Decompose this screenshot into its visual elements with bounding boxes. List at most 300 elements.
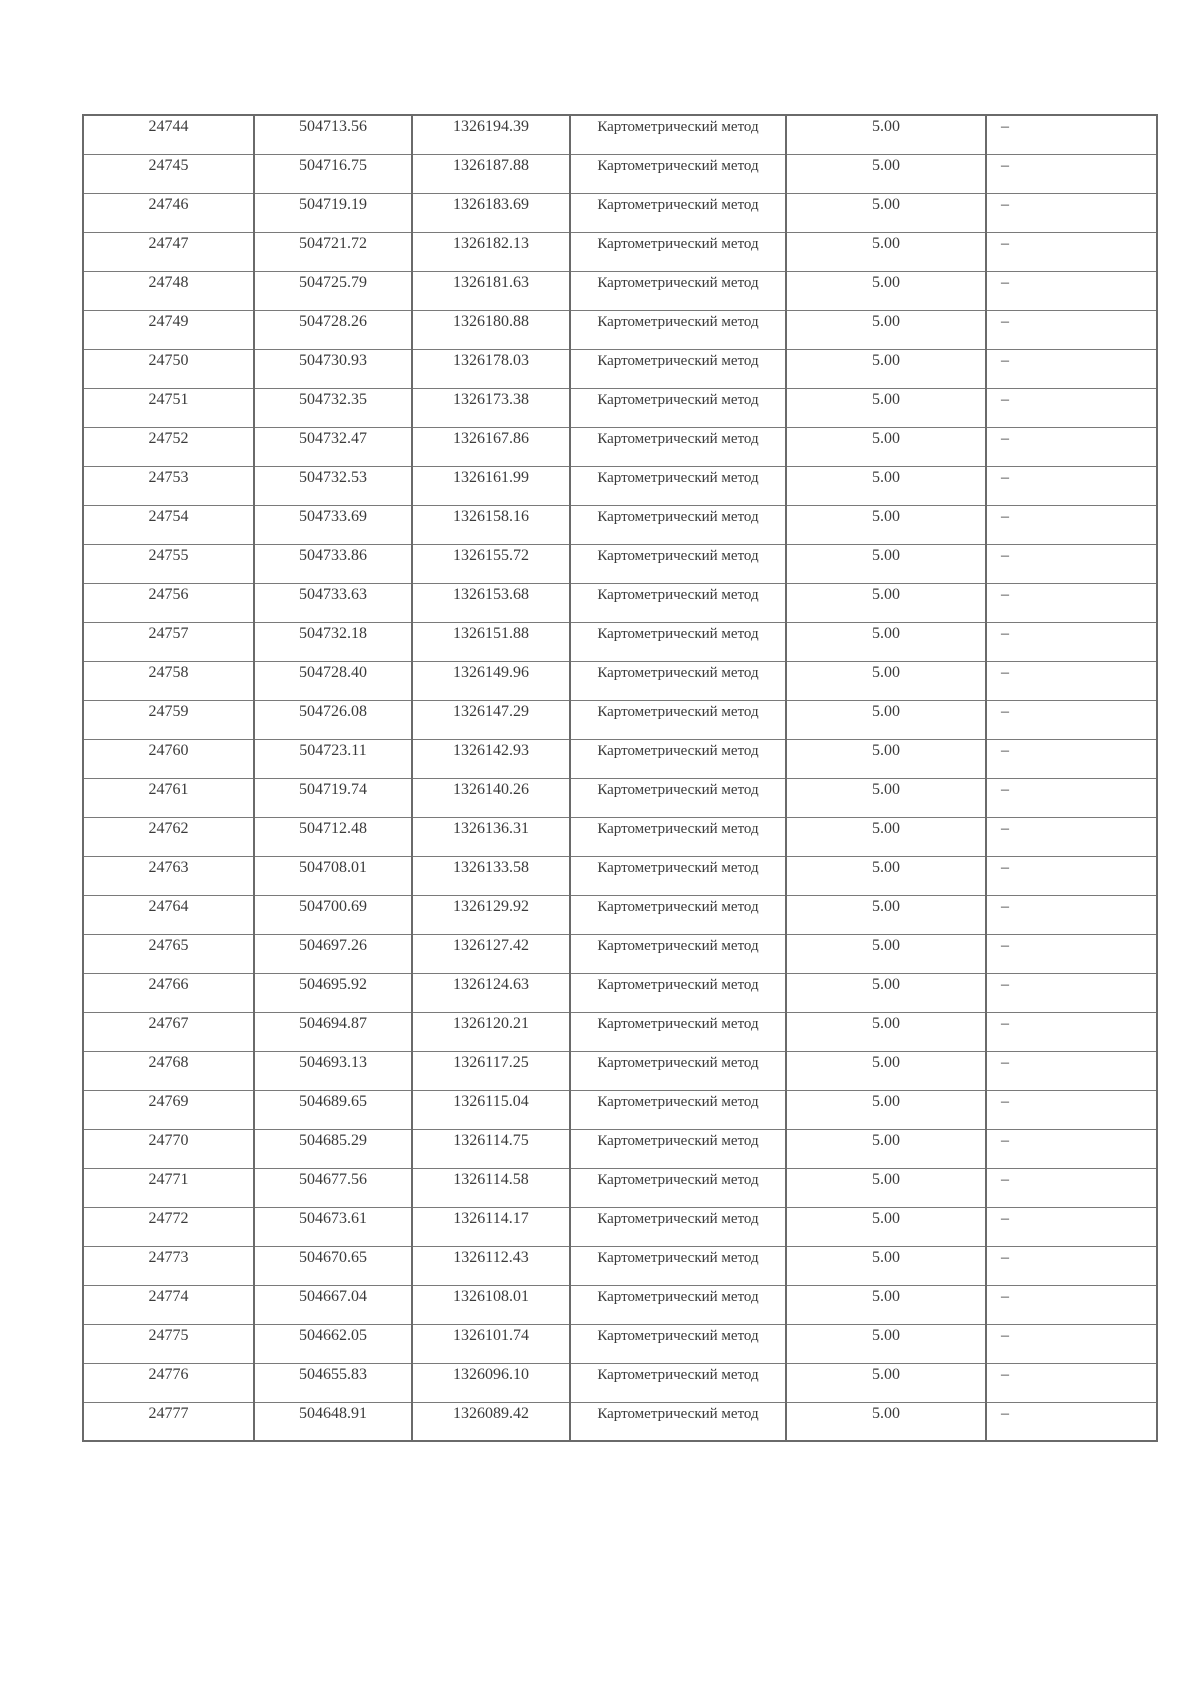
description-cell — [986, 1285, 1157, 1324]
cell-text: 1326182.13 — [453, 234, 529, 252]
cell-text: – — [1001, 1053, 1009, 1071]
method-cell — [570, 739, 786, 778]
accuracy-cell — [786, 583, 986, 622]
cell-text: 504700.69 — [299, 897, 367, 915]
table-row — [83, 1285, 1157, 1324]
cell-text: Картометрический метод — [597, 313, 759, 330]
cell-text: – — [1001, 118, 1009, 135]
method-cell — [570, 973, 786, 1012]
x-coordinate-cell — [254, 1402, 412, 1441]
cell-text: 1326161.99 — [453, 468, 529, 486]
cell-text: – — [1001, 1170, 1009, 1188]
cell-text: 5.00 — [872, 390, 900, 408]
cell-text: – — [1001, 780, 1009, 798]
y-coordinate-cell — [412, 583, 570, 622]
point-number-cell — [83, 505, 254, 544]
cell-text: 5.00 — [872, 585, 900, 603]
cell-text: – — [1001, 1248, 1009, 1266]
method-cell — [570, 1090, 786, 1129]
description-cell — [986, 583, 1157, 622]
description-cell — [986, 856, 1157, 895]
cell-text: – — [1001, 1404, 1009, 1422]
method-cell — [570, 661, 786, 700]
point-number-cell — [83, 778, 254, 817]
cell-text: – — [1001, 936, 1009, 954]
cell-text: 24765 — [148, 936, 189, 954]
description-cell — [986, 1363, 1157, 1402]
y-coordinate-cell — [412, 388, 570, 427]
x-coordinate-cell — [254, 1207, 412, 1246]
cell-text: 1326187.88 — [453, 156, 529, 174]
x-coordinate-cell — [254, 1324, 412, 1363]
cell-text: Картометрический метод — [597, 976, 759, 993]
cell-text: 24757 — [148, 624, 189, 642]
point-number-cell — [83, 193, 254, 232]
x-coordinate-cell — [254, 505, 412, 544]
table-row — [83, 1363, 1157, 1402]
method-cell — [570, 856, 786, 895]
cell-text: Картометрический метод — [597, 1366, 759, 1383]
cell-text: – — [1001, 507, 1009, 525]
description-cell — [986, 505, 1157, 544]
accuracy-cell — [786, 1285, 986, 1324]
description-cell — [986, 466, 1157, 505]
cell-text: 5.00 — [872, 663, 900, 681]
description-cell — [986, 700, 1157, 739]
cell-text: 1326183.69 — [453, 195, 529, 213]
cell-text: 24766 — [148, 975, 189, 993]
y-coordinate-cell — [412, 817, 570, 856]
cell-text: – — [1001, 1287, 1009, 1305]
description-cell — [986, 1090, 1157, 1129]
description-cell — [986, 1129, 1157, 1168]
cell-text: – — [1001, 429, 1009, 447]
cell-text: 5.00 — [872, 468, 900, 486]
method-cell — [570, 622, 786, 661]
accuracy-cell — [786, 895, 986, 934]
cell-text: 1326129.92 — [453, 897, 529, 915]
x-coordinate-cell — [254, 193, 412, 232]
cell-text: 1326117.25 — [453, 1053, 529, 1071]
cell-text: 5.00 — [872, 1053, 900, 1071]
table-row — [83, 310, 1157, 349]
table-row — [83, 115, 1157, 154]
cell-text: Картометрический метод — [597, 1327, 759, 1344]
cell-text: 504733.63 — [299, 585, 367, 603]
cell-text: Картометрический метод — [597, 1249, 759, 1266]
cell-text: Картометрический метод — [597, 196, 759, 213]
description-cell — [986, 154, 1157, 193]
cell-text: – — [1001, 741, 1009, 759]
y-coordinate-cell — [412, 778, 570, 817]
cell-text: 5.00 — [872, 1326, 900, 1344]
accuracy-cell — [786, 1402, 986, 1441]
cell-text: 504728.26 — [299, 312, 367, 330]
cell-text: 504677.56 — [299, 1170, 367, 1188]
cell-text: 1326114.58 — [453, 1170, 529, 1188]
table-row — [83, 505, 1157, 544]
y-coordinate-cell — [412, 349, 570, 388]
x-coordinate-cell — [254, 778, 412, 817]
x-coordinate-cell — [254, 544, 412, 583]
cell-text: 504697.26 — [299, 936, 367, 954]
table-row — [83, 739, 1157, 778]
point-number-cell — [83, 1402, 254, 1441]
cell-text: 24751 — [148, 390, 189, 408]
cell-text: 504719.19 — [299, 195, 367, 213]
cell-text: 24762 — [148, 819, 189, 837]
table-row — [83, 1168, 1157, 1207]
accuracy-cell — [786, 427, 986, 466]
description-cell — [986, 934, 1157, 973]
cell-text: 24745 — [148, 156, 189, 174]
cell-text: – — [1001, 1326, 1009, 1344]
cell-text: 504726.08 — [299, 702, 367, 720]
cell-text: – — [1001, 351, 1009, 369]
cell-text: – — [1001, 585, 1009, 603]
accuracy-cell — [786, 700, 986, 739]
method-cell — [570, 1324, 786, 1363]
cell-text: 24760 — [148, 741, 189, 759]
x-coordinate-cell — [254, 1285, 412, 1324]
cell-text: 1326181.63 — [453, 273, 529, 291]
cell-text: 1326112.43 — [453, 1248, 529, 1266]
cell-text: Картометрический метод — [597, 1093, 759, 1110]
cell-text: Картометрический метод — [597, 820, 759, 837]
cell-text: Картометрический метод — [597, 586, 759, 603]
cell-text: Картометрический метод — [597, 1210, 759, 1227]
description-cell — [986, 622, 1157, 661]
cell-text: – — [1001, 1092, 1009, 1110]
cell-text: 5.00 — [872, 1287, 900, 1305]
cell-text: 1326136.31 — [453, 819, 529, 837]
y-coordinate-cell — [412, 700, 570, 739]
cell-text: – — [1001, 819, 1009, 837]
y-coordinate-cell — [412, 1246, 570, 1285]
accuracy-cell — [786, 271, 986, 310]
cell-text: 5.00 — [872, 702, 900, 720]
description-cell — [986, 349, 1157, 388]
cell-text: 24755 — [148, 546, 189, 564]
point-number-cell — [83, 1285, 254, 1324]
cell-text: – — [1001, 624, 1009, 642]
table-row — [83, 1324, 1157, 1363]
x-coordinate-cell — [254, 1129, 412, 1168]
table-row — [83, 271, 1157, 310]
cell-text: 1326115.04 — [453, 1092, 529, 1110]
y-coordinate-cell — [412, 115, 570, 154]
y-coordinate-cell — [412, 739, 570, 778]
y-coordinate-cell — [412, 895, 570, 934]
method-cell — [570, 1285, 786, 1324]
cell-text: Картометрический метод — [597, 937, 759, 954]
description-cell — [986, 1012, 1157, 1051]
cell-text: 1326114.17 — [453, 1209, 529, 1227]
x-coordinate-cell — [254, 973, 412, 1012]
x-coordinate-cell — [254, 739, 412, 778]
cell-text: 1326089.42 — [453, 1404, 529, 1422]
cell-text: – — [1001, 390, 1009, 408]
cell-text: Картометрический метод — [597, 703, 759, 720]
accuracy-cell — [786, 1090, 986, 1129]
accuracy-cell — [786, 1324, 986, 1363]
cell-text: 5.00 — [872, 1365, 900, 1383]
cell-text: 5.00 — [872, 1131, 900, 1149]
cell-text: 24770 — [148, 1131, 189, 1149]
cell-text: 1326167.86 — [453, 429, 529, 447]
y-coordinate-cell — [412, 193, 570, 232]
cell-text: Картометрический метод — [597, 274, 759, 291]
point-number-cell — [83, 1207, 254, 1246]
table-row — [83, 466, 1157, 505]
accuracy-cell — [786, 856, 986, 895]
accuracy-cell — [786, 739, 986, 778]
table-row — [83, 154, 1157, 193]
cell-text: 24744 — [148, 118, 189, 135]
table-row — [83, 427, 1157, 466]
cell-text: 24759 — [148, 702, 189, 720]
point-number-cell — [83, 700, 254, 739]
cell-text: 1326133.58 — [453, 858, 529, 876]
cell-text: 504732.18 — [299, 624, 367, 642]
cell-text: Картометрический метод — [597, 1132, 759, 1149]
y-coordinate-cell — [412, 1285, 570, 1324]
description-cell — [986, 1051, 1157, 1090]
point-number-cell — [83, 622, 254, 661]
table-row — [83, 583, 1157, 622]
accuracy-cell — [786, 661, 986, 700]
x-coordinate-cell — [254, 661, 412, 700]
x-coordinate-cell — [254, 583, 412, 622]
table-row — [83, 349, 1157, 388]
cell-text: 1326140.26 — [453, 780, 529, 798]
table-row — [83, 1402, 1157, 1441]
cell-text: 5.00 — [872, 429, 900, 447]
y-coordinate-cell — [412, 934, 570, 973]
y-coordinate-cell — [412, 1012, 570, 1051]
accuracy-cell — [786, 1129, 986, 1168]
method-cell — [570, 1207, 786, 1246]
y-coordinate-cell — [412, 622, 570, 661]
y-coordinate-cell — [412, 154, 570, 193]
cell-text: 1326108.01 — [453, 1287, 529, 1305]
method-cell — [570, 1402, 786, 1441]
accuracy-cell — [786, 544, 986, 583]
method-cell — [570, 505, 786, 544]
x-coordinate-cell — [254, 856, 412, 895]
method-cell — [570, 1012, 786, 1051]
cell-text: 504694.87 — [299, 1014, 367, 1032]
x-coordinate-cell — [254, 1168, 412, 1207]
cell-text: Картометрический метод — [597, 1015, 759, 1032]
accuracy-cell — [786, 817, 986, 856]
cell-text: 504648.91 — [299, 1404, 367, 1422]
cell-text: 5.00 — [872, 1092, 900, 1110]
y-coordinate-cell — [412, 466, 570, 505]
cell-text: 504695.92 — [299, 975, 367, 993]
accuracy-cell — [786, 505, 986, 544]
cell-text: Картометрический метод — [597, 1054, 759, 1071]
method-cell — [570, 934, 786, 973]
method-cell — [570, 544, 786, 583]
method-cell — [570, 154, 786, 193]
cell-text: 504733.86 — [299, 546, 367, 564]
cell-text: 1326149.96 — [453, 663, 529, 681]
cell-text: 1326124.63 — [453, 975, 529, 993]
cell-text: 504730.93 — [299, 351, 367, 369]
cell-text: 1326127.42 — [453, 936, 529, 954]
table-row — [83, 973, 1157, 1012]
x-coordinate-cell — [254, 817, 412, 856]
cell-text: 5.00 — [872, 1014, 900, 1032]
point-number-cell — [83, 856, 254, 895]
point-number-cell — [83, 466, 254, 505]
y-coordinate-cell — [412, 1402, 570, 1441]
cell-text: 1326178.03 — [453, 351, 529, 369]
method-cell — [570, 1129, 786, 1168]
cell-text: 1326153.68 — [453, 585, 529, 603]
accuracy-cell — [786, 622, 986, 661]
cell-text: 504685.29 — [299, 1131, 367, 1149]
method-cell — [570, 193, 786, 232]
cell-text: 504670.65 — [299, 1248, 367, 1266]
cell-text: 504693.13 — [299, 1053, 367, 1071]
cell-text: 24772 — [148, 1209, 189, 1227]
method-cell — [570, 310, 786, 349]
y-coordinate-cell — [412, 1129, 570, 1168]
accuracy-cell — [786, 1168, 986, 1207]
cell-text: 5.00 — [872, 273, 900, 291]
point-number-cell — [83, 934, 254, 973]
x-coordinate-cell — [254, 349, 412, 388]
cell-text: 24768 — [148, 1053, 189, 1071]
x-coordinate-cell — [254, 622, 412, 661]
y-coordinate-cell — [412, 427, 570, 466]
point-number-cell — [83, 1051, 254, 1090]
x-coordinate-cell — [254, 1012, 412, 1051]
cell-text: – — [1001, 312, 1009, 330]
x-coordinate-cell — [254, 310, 412, 349]
accuracy-cell — [786, 1363, 986, 1402]
y-coordinate-cell — [412, 973, 570, 1012]
method-cell — [570, 1246, 786, 1285]
point-number-cell — [83, 583, 254, 622]
cell-text: – — [1001, 702, 1009, 720]
table-row — [83, 1129, 1157, 1168]
table-row — [83, 1207, 1157, 1246]
point-number-cell — [83, 1090, 254, 1129]
cell-text: 5.00 — [872, 897, 900, 915]
method-cell — [570, 1051, 786, 1090]
cell-text: Картометрический метод — [597, 352, 759, 369]
y-coordinate-cell — [412, 310, 570, 349]
description-cell — [986, 817, 1157, 856]
cell-text: Картометрический метод — [597, 781, 759, 798]
cell-text: 5.00 — [872, 234, 900, 252]
description-cell — [986, 310, 1157, 349]
y-coordinate-cell — [412, 1207, 570, 1246]
cell-text: 24764 — [148, 897, 189, 915]
table-row — [83, 193, 1157, 232]
cell-text: 5.00 — [872, 1248, 900, 1266]
cell-text: – — [1001, 156, 1009, 174]
cell-text: – — [1001, 897, 1009, 915]
cell-text: 5.00 — [872, 858, 900, 876]
method-cell — [570, 349, 786, 388]
cell-text: 1326120.21 — [453, 1014, 529, 1032]
x-coordinate-cell — [254, 388, 412, 427]
point-number-cell — [83, 310, 254, 349]
cell-text: 504708.01 — [299, 858, 367, 876]
cell-text: 5.00 — [872, 195, 900, 213]
point-number-cell — [83, 817, 254, 856]
table-row — [83, 700, 1157, 739]
point-number-cell — [83, 544, 254, 583]
table-row — [83, 856, 1157, 895]
description-cell — [986, 739, 1157, 778]
point-number-cell — [83, 661, 254, 700]
cell-text: 1326155.72 — [453, 546, 529, 564]
cell-text: 504689.65 — [299, 1092, 367, 1110]
cell-text: 24776 — [148, 1365, 189, 1383]
cell-text: 1326151.88 — [453, 624, 529, 642]
cell-text: 5.00 — [872, 936, 900, 954]
cell-text: Картометрический метод — [597, 1288, 759, 1305]
y-coordinate-cell — [412, 232, 570, 271]
cell-text: 504721.72 — [299, 234, 367, 252]
description-cell — [986, 661, 1157, 700]
y-coordinate-cell — [412, 661, 570, 700]
accuracy-cell — [786, 193, 986, 232]
method-cell — [570, 1363, 786, 1402]
x-coordinate-cell — [254, 271, 412, 310]
cell-text: 24777 — [148, 1404, 189, 1422]
cell-text: Картометрический метод — [597, 508, 759, 525]
cell-text: – — [1001, 1014, 1009, 1032]
table-row — [83, 388, 1157, 427]
table-row — [83, 934, 1157, 973]
cell-text: 1326142.93 — [453, 741, 529, 759]
accuracy-cell — [786, 115, 986, 154]
coordinates-table-body — [83, 115, 1157, 1441]
cell-text: 1326173.38 — [453, 390, 529, 408]
x-coordinate-cell — [254, 895, 412, 934]
cell-text: 504725.79 — [299, 273, 367, 291]
cell-text: 504728.40 — [299, 663, 367, 681]
cell-text: Картометрический метод — [597, 1405, 759, 1422]
point-number-cell — [83, 1324, 254, 1363]
cell-text: – — [1001, 273, 1009, 291]
cell-text: 5.00 — [872, 156, 900, 174]
x-coordinate-cell — [254, 1090, 412, 1129]
x-coordinate-cell — [254, 154, 412, 193]
cell-text: 504719.74 — [299, 780, 367, 798]
description-cell — [986, 1246, 1157, 1285]
method-cell — [570, 895, 786, 934]
y-coordinate-cell — [412, 1090, 570, 1129]
y-coordinate-cell — [412, 1324, 570, 1363]
cell-text: 24753 — [148, 468, 189, 486]
description-cell — [986, 193, 1157, 232]
point-number-cell — [83, 271, 254, 310]
y-coordinate-cell — [412, 1051, 570, 1090]
accuracy-cell — [786, 154, 986, 193]
description-cell — [986, 778, 1157, 817]
cell-text: 504655.83 — [299, 1365, 367, 1383]
y-coordinate-cell — [412, 1363, 570, 1402]
point-number-cell — [83, 232, 254, 271]
x-coordinate-cell — [254, 1051, 412, 1090]
